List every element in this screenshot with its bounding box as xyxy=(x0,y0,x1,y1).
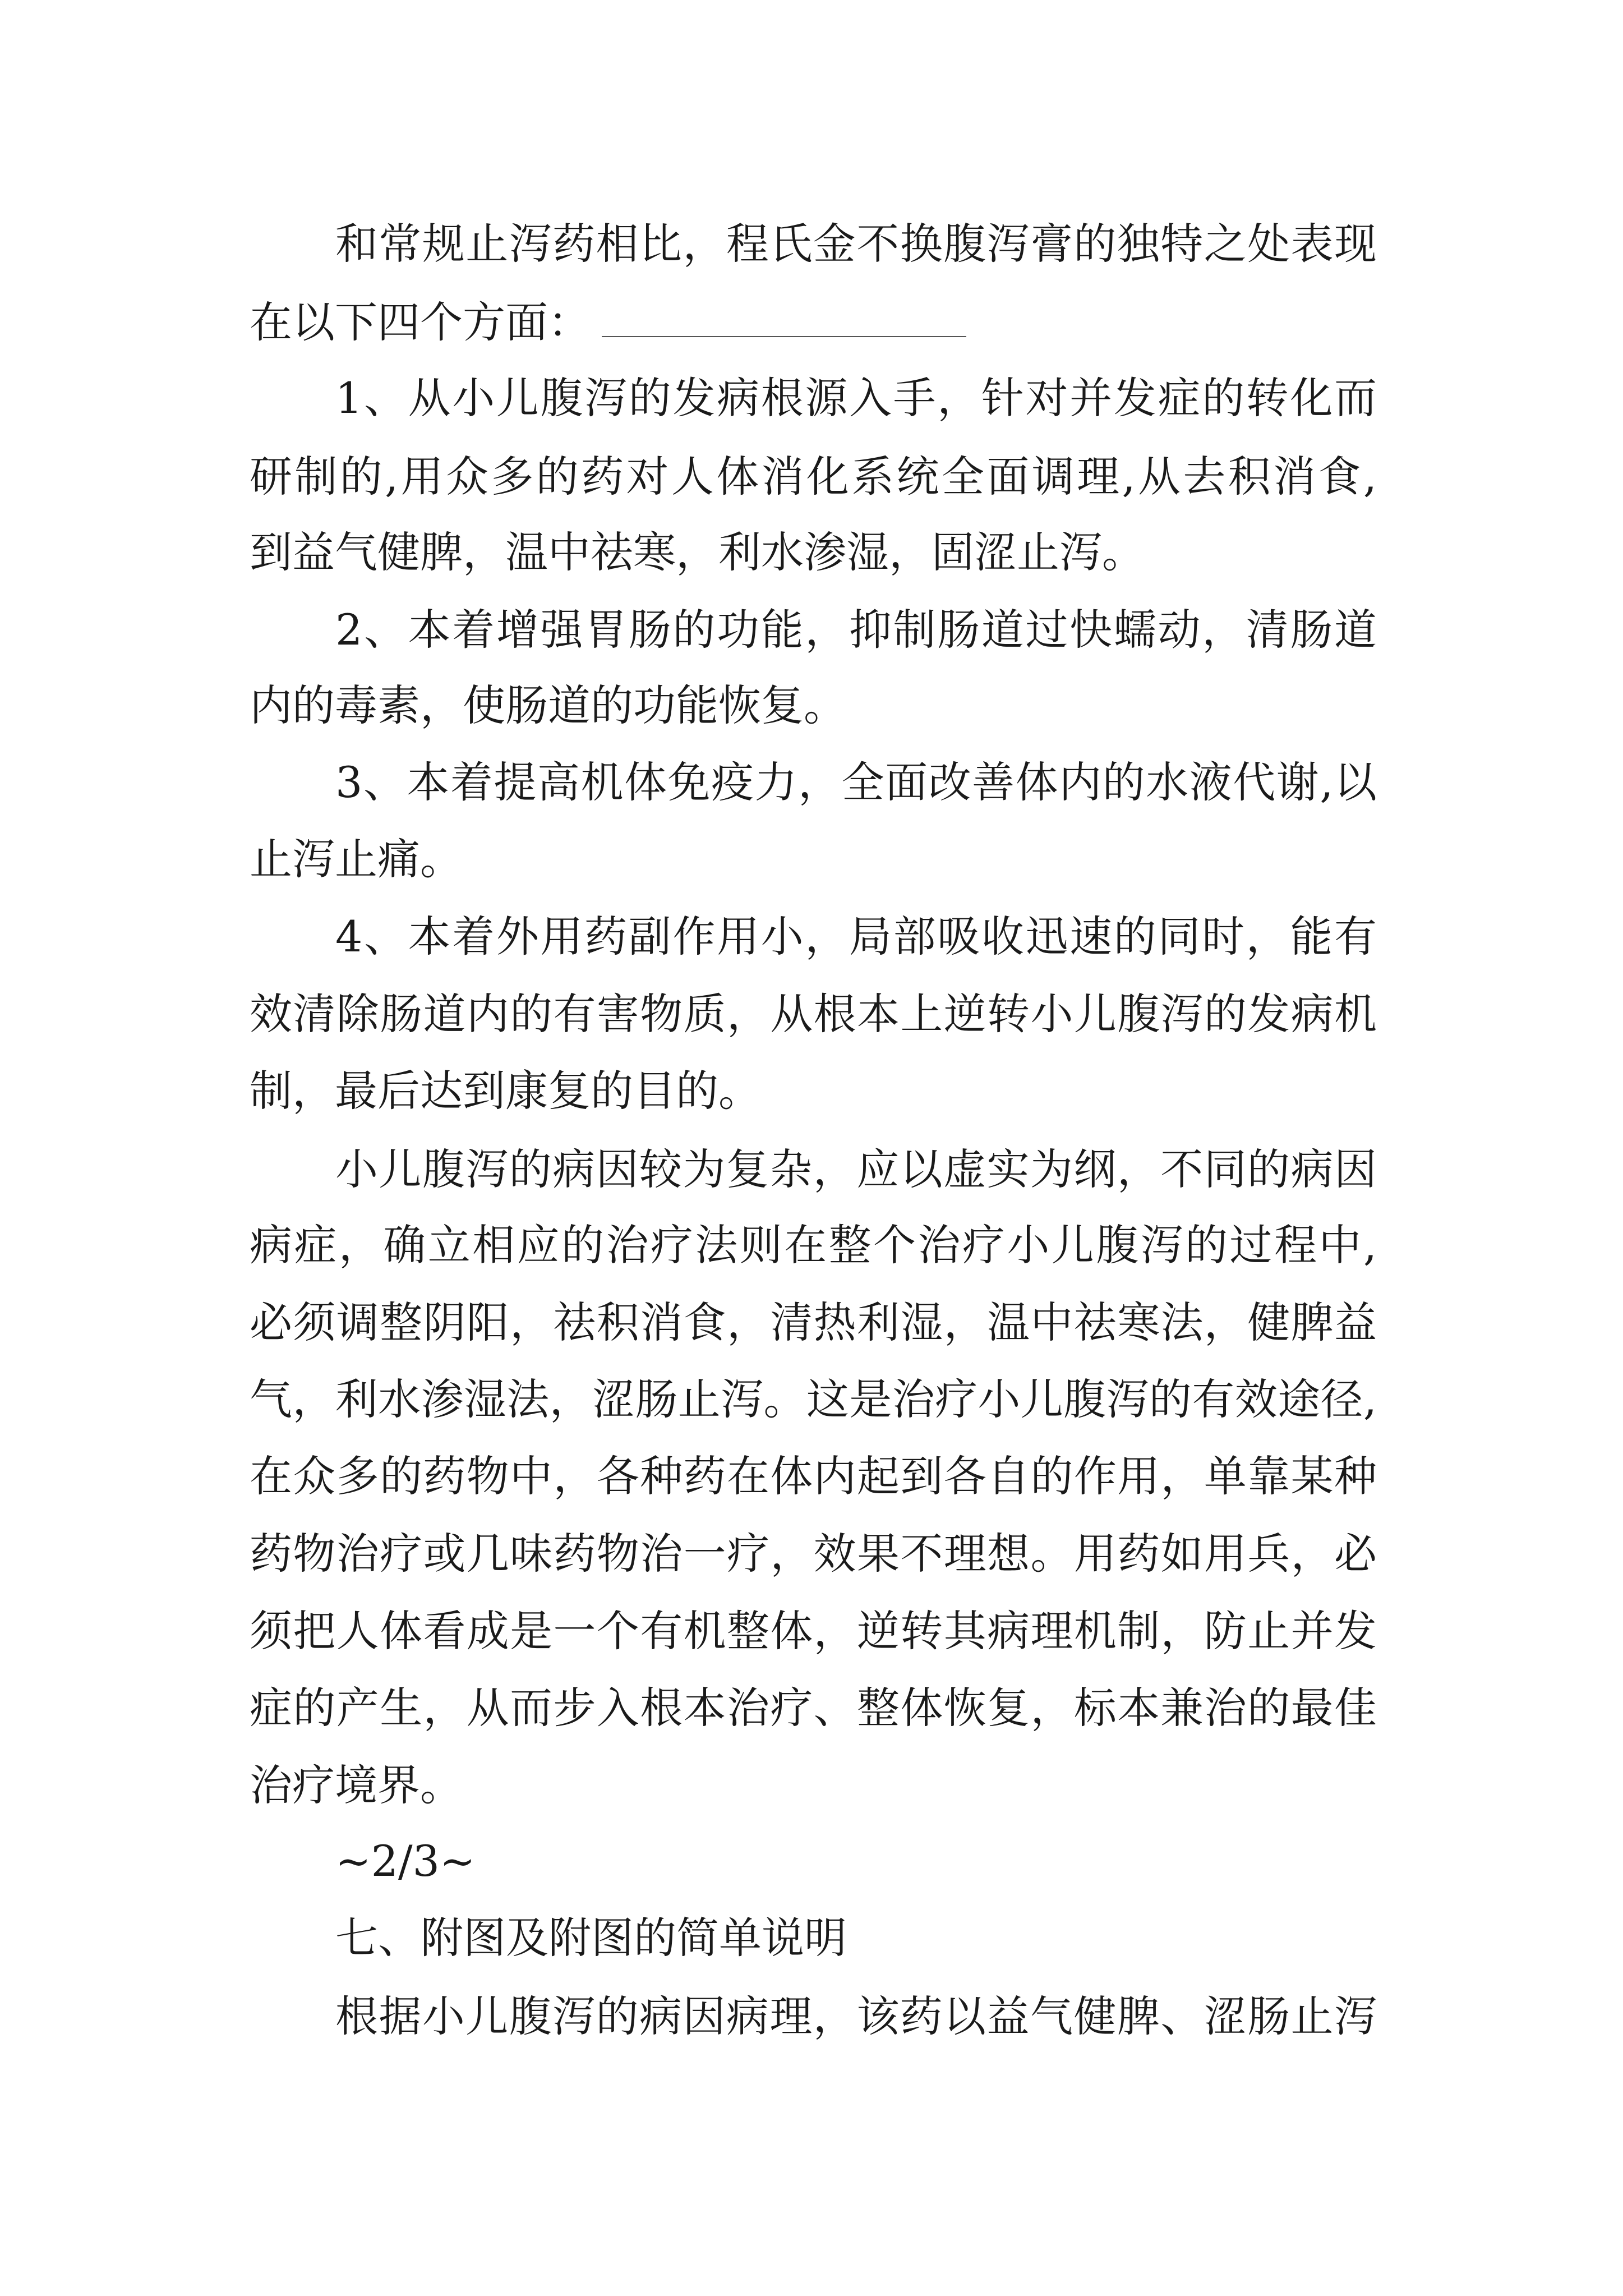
summary-line-7: 须把人体看成是一个有机整体，逆转其病理机制，防止并发 xyxy=(250,1606,1377,1656)
item1-line-1: 1、从小儿腹泻的发病根源入手，针对并发症的转化而 xyxy=(335,373,1377,423)
item4-line-1: 4、本着外用药副作用小，局部吸收迅速的同时，能有 xyxy=(335,912,1377,961)
item2-line-2: 内的毒素，使肠道的功能恢复。 xyxy=(250,680,846,730)
intro-line-2-text: 在以下四个方面： xyxy=(250,297,591,347)
summary-line-9: 治疗境界。 xyxy=(250,1760,463,1810)
item1-line-3: 到益气健脾，温中祛寒，利水渗湿，固涩止泻。 xyxy=(250,527,1145,577)
page-number: ~2/3~ xyxy=(335,1836,476,1886)
item4-line-3: 制，最后达到康复的目的。 xyxy=(250,1066,761,1116)
section-heading: 七、附图及附图的简单说明 xyxy=(335,1913,847,1963)
fill-in-blank-underline xyxy=(602,334,966,337)
summary-line-2: 病症，确立相应的治疗法则在整个治疗小儿腹泻的过程中, xyxy=(250,1220,1377,1270)
intro-line-2 xyxy=(250,295,1377,351)
summary-line-4: 气，利水渗湿法，涩肠止泻。这是治疗小儿腹泻的有效途径, xyxy=(250,1374,1377,1424)
section-body-line-1: 根据小儿腹泻的病因病理，该药以益气健脾、涩肠止泻 xyxy=(335,1991,1377,2041)
summary-line-3: 必须调整阴阳，祛积消食，清热利湿，温中祛寒法，健脾益 xyxy=(250,1297,1377,1347)
item4-line-2: 效清除肠道内的有害物质，从根本上逆转小儿腹泻的发病机 xyxy=(250,989,1377,1039)
item3-line-1: 3、本着提高机体免疫力，全面改善体内的水液代谢,以 xyxy=(335,757,1377,807)
summary-line-6: 药物治疗或几味药物治一疗，效果不理想。用药如用兵，必 xyxy=(250,1529,1377,1579)
intro-line-1: 和常规止泻药相比，程氏金不换腹泻膏的独特之处表现 xyxy=(335,219,1377,269)
summary-line-1: 小儿腹泻的病因较为复杂，应以虚实为纲，不同的病因 xyxy=(335,1144,1377,1194)
item3-line-2: 止泻止痛。 xyxy=(250,834,463,884)
item1-line-2: 研制的,用众多的药对人体消化系统全面调理,从去积消食, xyxy=(250,452,1377,501)
item2-line-1: 2、本着增强胃肠的功能，抑制肠道过快蠕动，清肠道 xyxy=(335,605,1377,655)
summary-line-8: 症的产生，从而步入根本治疗、整体恢复，标本兼治的最佳 xyxy=(250,1683,1377,1733)
summary-line-5: 在众多的药物中，各种药在体内起到各自的作用，单靠某种 xyxy=(250,1451,1377,1501)
